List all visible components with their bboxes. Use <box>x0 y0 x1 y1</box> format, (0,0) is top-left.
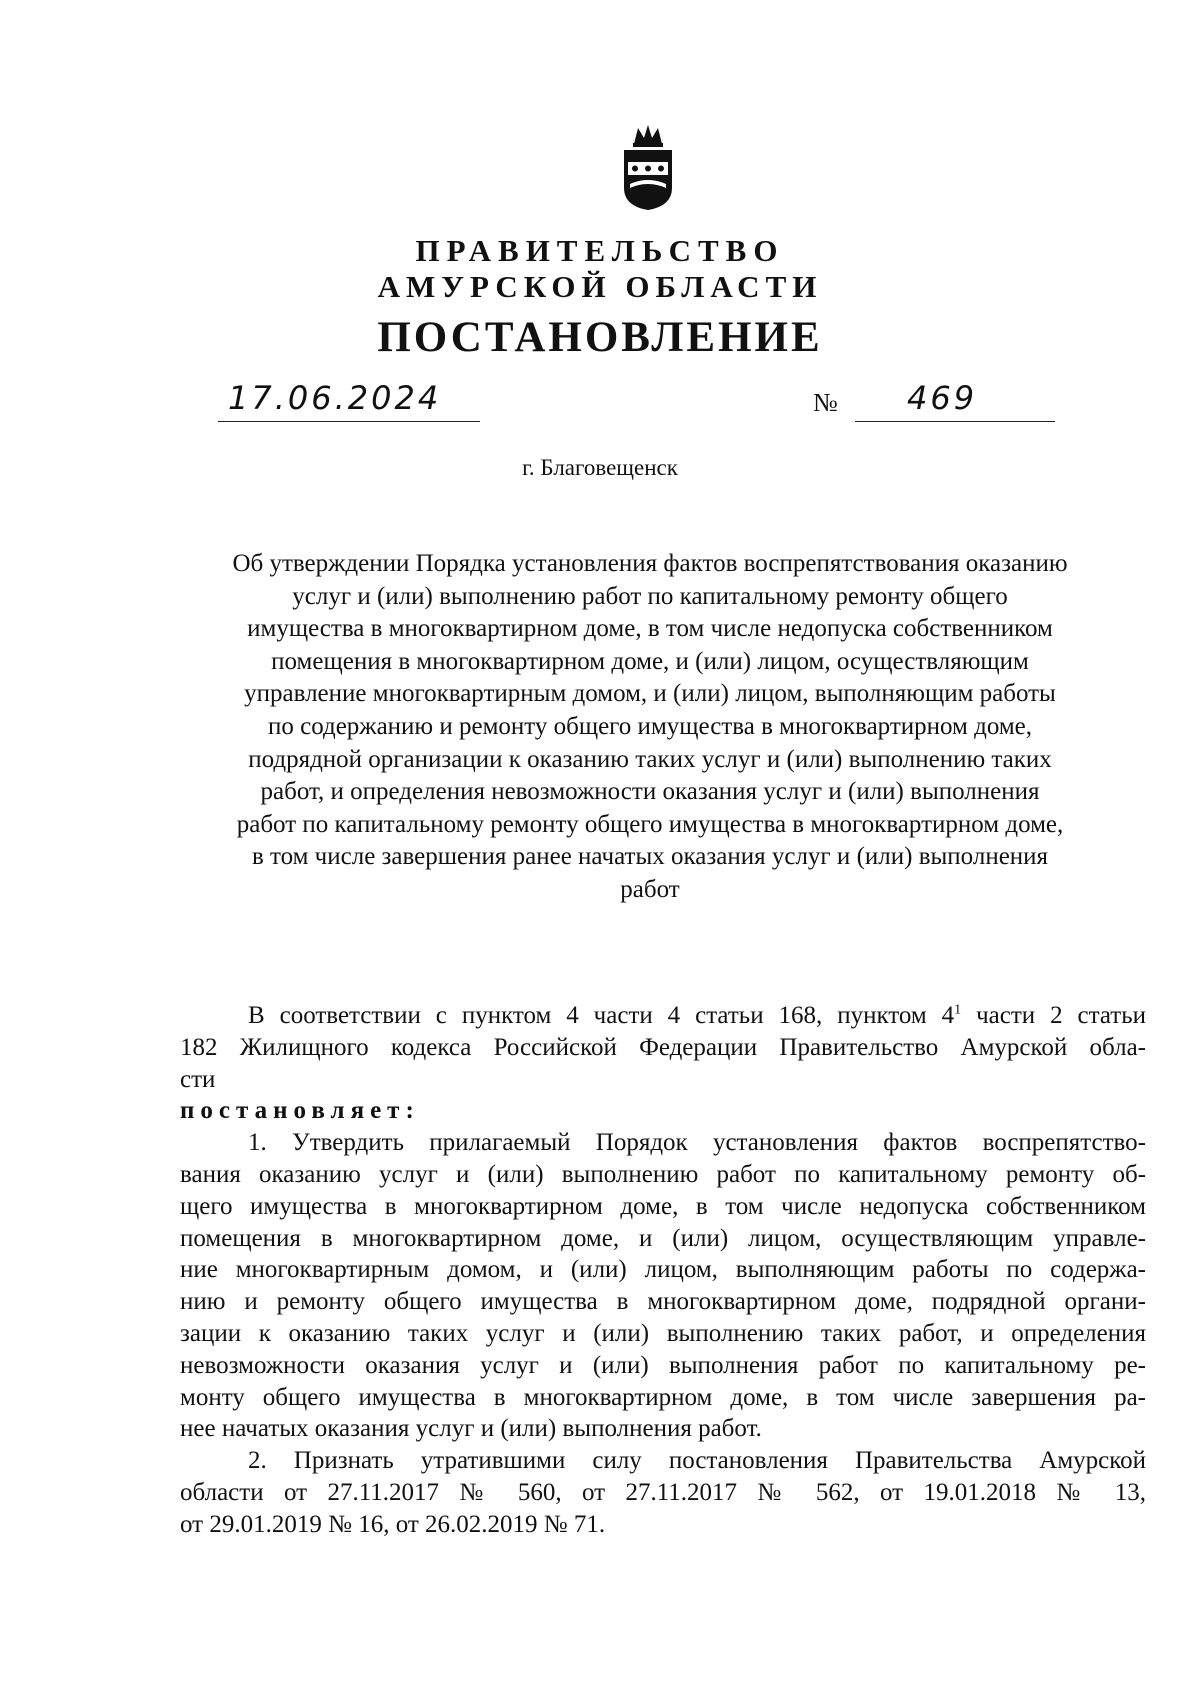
title-line: в том числе завершения ранее начатых оказания услуг и (или) выполнения <box>251 843 1049 871</box>
preamble-line: В соответствии с пунктом 4 части 4 статьи 168, пунктом $4^1$ части 2 статьи <box>248 1002 1146 1029</box>
title-line: по содержанию и ремонту общего имущества в многоквартирном доме, <box>267 712 1033 740</box>
document-number-field <box>855 379 1055 422</box>
item1-line: нию и ремонту общего имущества в многоквартирном доме, подрядной органи- <box>180 1288 1146 1316</box>
document-date-field <box>218 379 480 422</box>
city: г. Благовещенск <box>522 455 678 480</box>
government-name-line2: АМУРСКОЙ ОБЛАСТИ <box>377 269 823 304</box>
preamble-line: сти <box>180 1065 216 1093</box>
title-line: услуг и (или) выполнению работ по капитальному ремонту общего <box>292 582 1008 610</box>
title-line: помещения в многоквартирном доме, и (или) лицом, осуществляющим <box>271 647 1029 675</box>
preamble-line: 182 Жилищного кодекса Российской Федерации Правительство Амурской обла- <box>180 1033 1146 1061</box>
item1-line: щего имущества в многоквартирном доме, в том числе недопуска собственником <box>180 1192 1146 1220</box>
item1-line: зации к оказанию таких услуг и (или) выполнению таких работ, и определения <box>180 1319 1146 1347</box>
resolve-word: постановляет: <box>180 1097 420 1125</box>
title-line: работ по капитальному ремонту общего имущества в многоквартирном доме, <box>236 810 1064 838</box>
document-date: 17.06.2024 <box>228 379 442 417</box>
item1-line: ние многоквартирным домом, и (или) лицом, выполняющим работы по содержа- <box>180 1256 1146 1284</box>
superscript: 1 <box>954 1002 962 1018</box>
item2-line: области от 27.11.2017 № 560, от 27.11.2017 № 562, от 19.01.2018 № 13, <box>180 1478 1146 1506</box>
item1-line: нее начатых оказания услуг и (или) выполнения работ. <box>180 1415 762 1443</box>
title-line: имущества в многоквартирном доме, в том числе недопуска собственником <box>247 615 1053 643</box>
document-body <box>180 1000 1146 1541</box>
title-line: Об утверждении Порядка установления фактов воспрепятствования оказанию <box>232 550 1068 577</box>
number-sign: № <box>813 388 838 417</box>
item1-line: помещения в многоквартирном доме, и (или) лицом, осуществляющим управле- <box>180 1224 1146 1252</box>
item1-line: монту общего имущества в многоквартирном доме, в том числе завершения ра- <box>180 1383 1146 1411</box>
document-number: 469 <box>907 379 978 417</box>
item1-line: вания оказанию услуг и (или) выполнению работ по капитальному ремонту об- <box>180 1160 1146 1188</box>
item2-line: 2. Признать утратившими силу постановления Правительства Амурской <box>248 1447 1146 1475</box>
government-name-line1: ПРАВИТЕЛЬСТВО <box>415 233 785 268</box>
coat-of-arms-icon <box>618 122 678 212</box>
document-type: ПОСТАНОВЛЕНИЕ <box>377 314 823 361</box>
item2-line: от 29.01.2019 № 16, от 26.02.2019 № 71. <box>180 1510 606 1538</box>
title-line: подрядной организации к оказанию таких услуг и (или) выполнению таких <box>248 745 1052 773</box>
title-line: управление многоквартирным домом, и (или) лицом, выполняющим работы <box>244 680 1056 708</box>
item1-line: 1. Утвердить прилагаемый Порядок установления фактов воспрепятство- <box>248 1129 1146 1157</box>
document-title <box>170 548 1130 907</box>
title-line: работ <box>620 875 680 903</box>
item1-line: невозможности оказания услуг и (или) выполнения работ по капитальному ре- <box>180 1351 1146 1379</box>
title-line: работ, и определения невозможности оказания услуг и (или) выполнения <box>260 778 1040 806</box>
